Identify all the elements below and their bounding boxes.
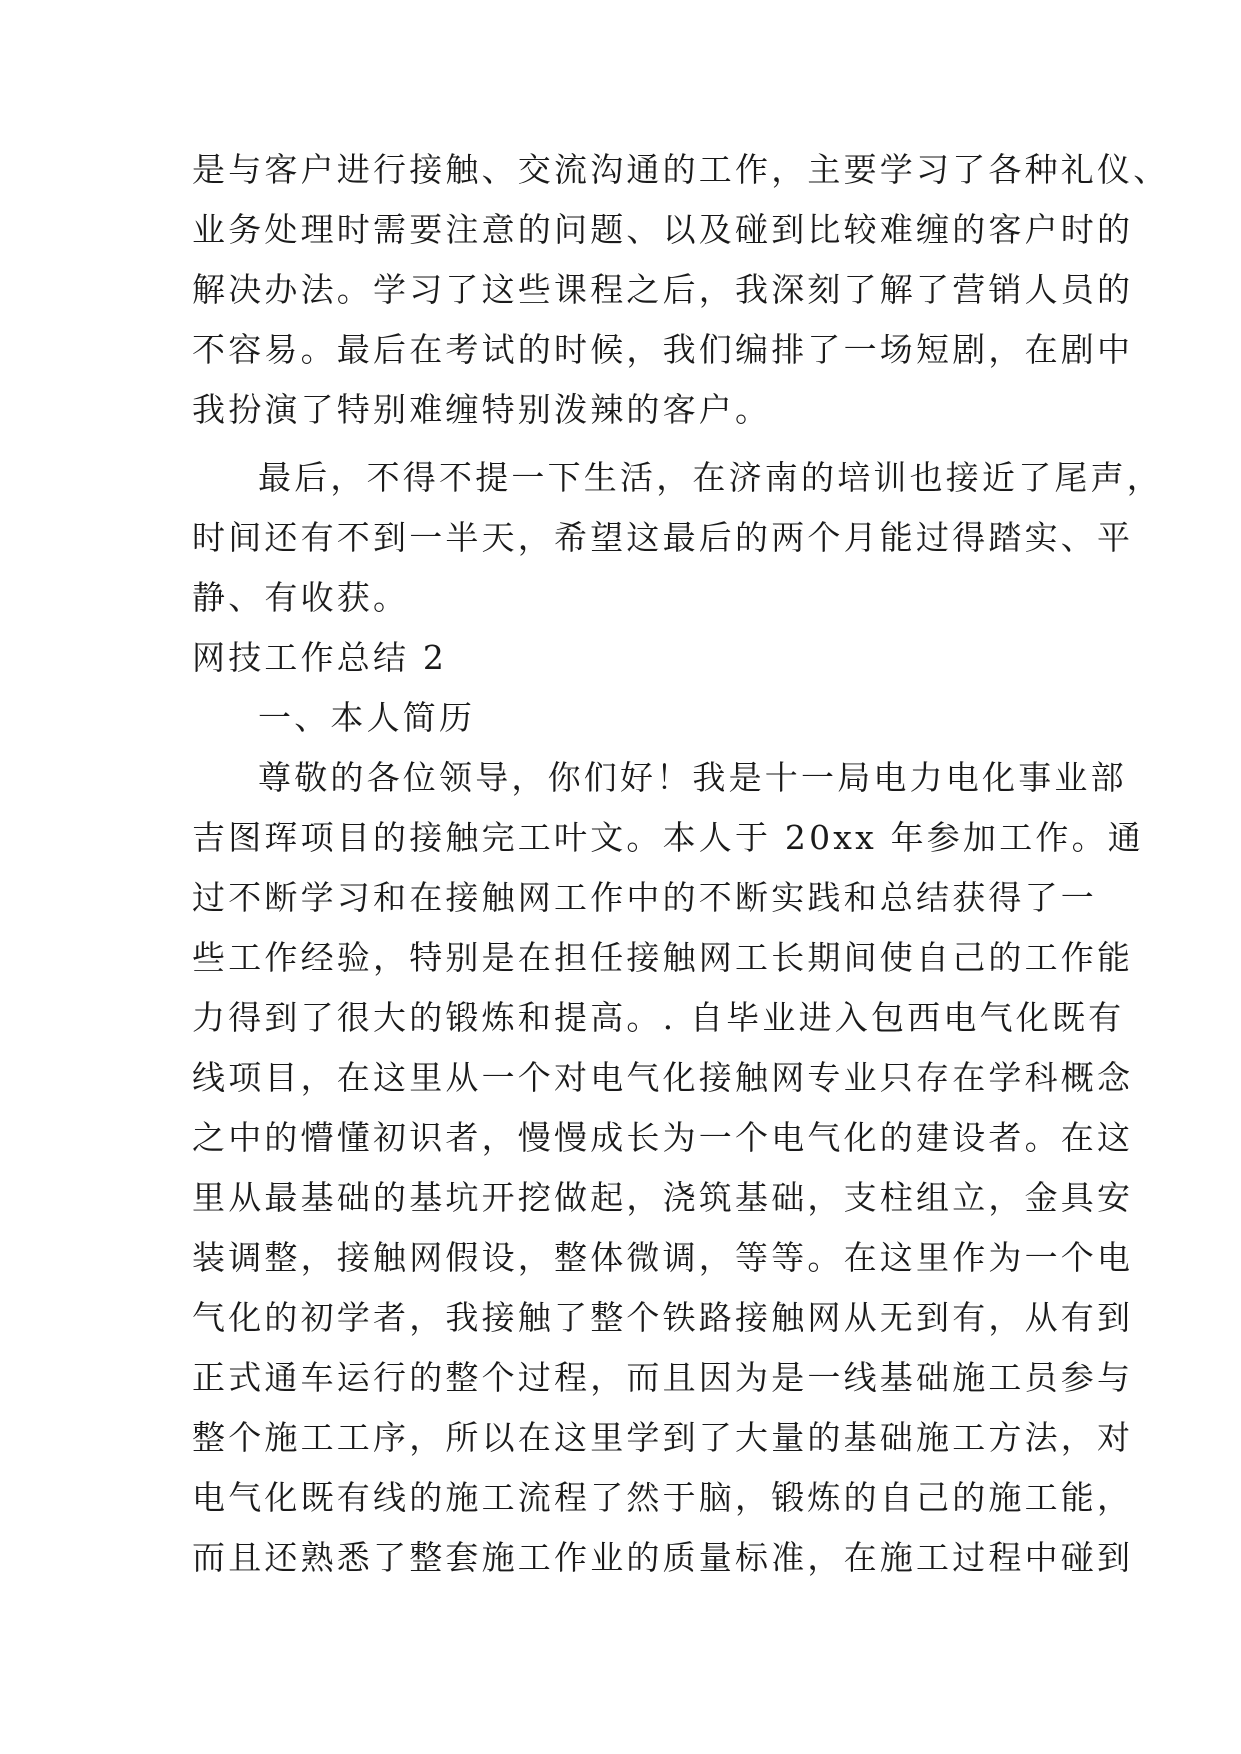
paragraph-line: 之中的懵懂初识者，慢慢成长为一个电气化的建设者。在这	[192, 1118, 1134, 1157]
paragraph-line: 时间还有不到一半天，希望这最后的两个月能过得踏实、平	[192, 518, 1134, 557]
paragraph-line: 正式通车运行的整个过程，而且因为是一线基础施工员参与	[192, 1358, 1134, 1397]
paragraph-line: 线项目，在这里从一个对电气化接触网专业只存在学科概念	[192, 1058, 1134, 1097]
paragraph-line: 电气化既有线的施工流程了然于脑，锻炼的自己的施工能，	[192, 1478, 1134, 1517]
paragraph-line: 最后，不得不提一下生活，在济南的培训也接近了尾声，	[258, 458, 1163, 497]
paragraph-line: 我扮演了特别难缠特别泼辣的客户。	[192, 390, 772, 429]
paragraph-line: 解决办法。学习了这些课程之后，我深刻了解了营销人员的	[192, 270, 1134, 309]
paragraph-line: 里从最基础的基坑开挖做起，浇筑基础，支柱组立，金具安	[192, 1178, 1134, 1217]
paragraph-line: 些工作经验，特别是在担任接触网工长期间使自己的工作能	[192, 938, 1134, 977]
paragraph-line: 不容易。最后在考试的时候，我们编排了一场短剧，在剧中	[192, 330, 1134, 369]
subsection-heading: 一、本人简历	[258, 698, 476, 737]
paragraph-line: 而且还熟悉了整套施工作业的质量标准，在施工过程中碰到	[192, 1538, 1134, 1577]
paragraph-line: 静、有收获。	[192, 578, 410, 617]
paragraph-line: 吉图珲项目的接触完工叶文。本人于 20xx 年参加工作。通	[192, 818, 1144, 857]
paragraph-line: 是与客户进行接触、交流沟通的工作，主要学习了各种礼仪、	[192, 150, 1170, 189]
paragraph-line: 业务处理时需要注意的问题、以及碰到比较难缠的客户时的	[192, 210, 1134, 249]
paragraph-line: 尊敬的各位领导，你们好！我是十一局电力电化事业部	[258, 758, 1127, 797]
paragraph-line: 整个施工工序，所以在这里学到了大量的基础施工方法，对	[192, 1418, 1134, 1457]
paragraph-line: 过不断学习和在接触网工作中的不断实践和总结获得了一	[192, 878, 1097, 917]
paragraph-line: 装调整，接触网假设，整体微调，等等。在这里作为一个电	[192, 1238, 1134, 1277]
paragraph-line: 气化的初学者，我接触了整个铁路接触网从无到有，从有到	[192, 1298, 1134, 1337]
section-title: 网技工作总结 2	[192, 638, 448, 677]
paragraph-line: 力得到了很大的锻炼和提高。. 自毕业进入包西电气化既有	[192, 998, 1125, 1037]
